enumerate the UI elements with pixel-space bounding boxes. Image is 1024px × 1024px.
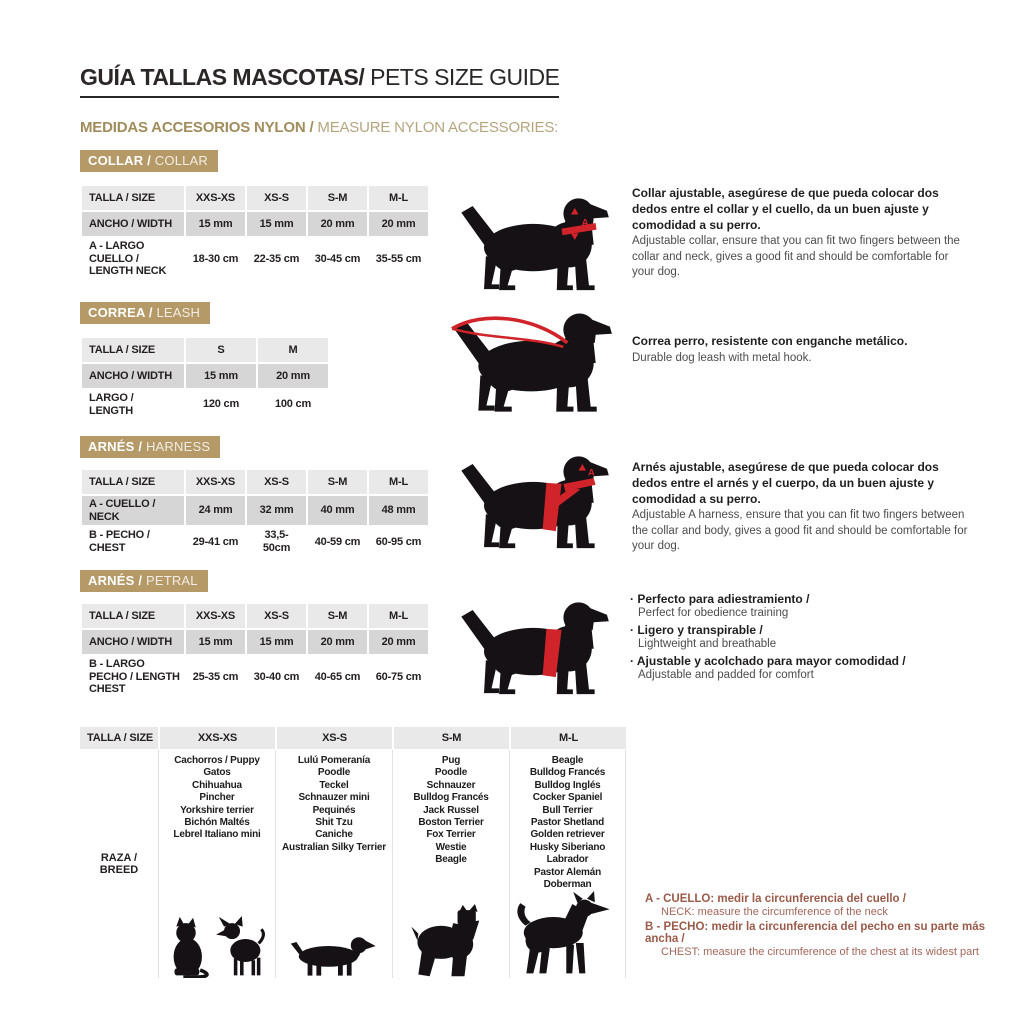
row-label-cell: ANCHO / WIDTH (81, 363, 185, 389)
breed-item: Doberman (543, 878, 592, 890)
harness-desc-en: Adjustable A harness, ensure that you can fit two fingers between the collar and body, gives a good fit and should be comfortable for your dog. (632, 509, 968, 552)
breed-item: Poodle (317, 767, 351, 779)
breed-item: Beagle (551, 755, 584, 766)
value-cell: 30-40 cm (246, 655, 307, 699)
breed-item: Pastor Shetland (530, 816, 605, 828)
value-cell: 48 mm (368, 495, 429, 526)
measuring-notes (645, 893, 1017, 961)
text-en: NECK: measure the circumference of the neck (661, 906, 888, 918)
breed-item: Gatos (203, 767, 231, 779)
value-cell: 60-95 cm (368, 526, 429, 557)
petral-dog-illustration (452, 592, 620, 696)
collar-description (632, 186, 968, 280)
value-cell: 33,5-50cm (246, 526, 307, 557)
value-cell: 40-59 cm (307, 526, 368, 557)
text-pair (630, 592, 980, 619)
breed-item: Yorkshire terrier (180, 804, 254, 816)
header-cell: S-M (307, 603, 368, 629)
header-cell: TALLA / SIZE (81, 185, 185, 211)
leash-size-table (80, 336, 330, 421)
badge-es: ARNÉS / (88, 573, 146, 588)
breed-item: Bichón Maltés (184, 816, 250, 828)
breed-col-xs-s (275, 750, 392, 978)
badge-en: COLLAR (154, 153, 209, 168)
leash-description (632, 334, 968, 366)
text-en: Perfect for obedience training (638, 607, 789, 619)
header-cell: S (185, 337, 257, 363)
header-cell: XS-S (246, 469, 307, 495)
breed-table (80, 727, 628, 978)
page-title (80, 64, 559, 98)
text-pair (630, 623, 980, 650)
header-cell: S-M (394, 727, 509, 749)
cat-and-chihuahua-icon (161, 916, 273, 978)
breed-item: Husky Siberiano (529, 841, 606, 853)
breed-item: Chihuahua (192, 779, 242, 791)
header-cell: M-L (368, 185, 429, 211)
table-header-row (81, 469, 429, 495)
header-cell: M-L (511, 727, 626, 749)
badge-en: PETRAL (145, 573, 198, 588)
breed-item: Labrador (546, 854, 589, 866)
schnauzer-icon (407, 904, 495, 978)
header-cell: TALLA / SIZE (81, 469, 185, 495)
breed-list (282, 755, 386, 854)
badge-es: ARNÉS / (88, 439, 146, 454)
breed-item: Teckel (319, 779, 349, 791)
dachshund-icon (281, 926, 387, 978)
breed-col-s-m (392, 750, 509, 978)
table-row (81, 363, 329, 389)
subtitle-en: MEASURE NYLON ACCESSORIES: (317, 119, 559, 136)
breed-item: Australian Silky Terrier (282, 841, 386, 853)
breed-item: Pug (441, 755, 461, 766)
breed-list (173, 755, 260, 842)
breed-item: Westie (435, 841, 467, 853)
table-header-row (81, 185, 429, 211)
breed-item: Shit Tzu (315, 816, 353, 828)
header-cell: TALLA / SIZE (81, 603, 185, 629)
text-pair (630, 654, 980, 681)
row-label-cell: LARGO / LENGTH (81, 389, 185, 420)
breed-item: Bulldog Francés (529, 767, 606, 779)
page-subtitle (80, 119, 558, 136)
harness-size-table (80, 468, 430, 559)
breed-item: Poodle (434, 767, 468, 779)
breed-item: Jack Russel (423, 804, 479, 816)
breed-item: Cocker Spaniel (532, 792, 603, 804)
harness-desc-es: Arnés ajustable, asegúrese de que pueda colocar dos dedos entre el arnés y el cuerpo, da un buen ajuste y comodidad a su perro. (632, 460, 939, 506)
text-pair (645, 893, 1017, 918)
breed-item: Lebrel Italiano mini (173, 829, 261, 841)
collar-desc-en: Adjustable collar, ensure that you can fit two fingers between the collar and neck, gives a good fit and should be comfortable for your dog. (632, 235, 960, 278)
breed-item: Beagle (435, 854, 467, 866)
badge-es: CORREA / (88, 305, 157, 320)
text-es: · Ajustable y acolchado para mayor comodidad / (630, 654, 980, 668)
value-cell: 18-30 cm (185, 237, 246, 281)
breed-item: Golden retriever (530, 829, 605, 841)
badge-en: LEASH (156, 305, 201, 320)
header-cell: XXS-XS (160, 727, 275, 749)
value-cell: 20 mm (368, 629, 429, 655)
marker-letter-b: B (547, 506, 555, 518)
marker-letter-a: A (588, 467, 595, 479)
badge-en: HARNESS (145, 439, 211, 454)
text-es: A - CUELLO: medir la circunferencia del cuello / (645, 893, 906, 905)
text-es: B - PECHO: medir la circunferencia del pecho en su parte más ancha / (645, 921, 985, 945)
collar-size-table (80, 184, 430, 282)
header-cell: M-L (368, 603, 429, 629)
harness-badge (80, 436, 220, 458)
table-row (81, 237, 429, 281)
breed-table-header (80, 727, 628, 749)
value-cell: 22-35 cm (246, 237, 307, 281)
table-row (81, 495, 429, 526)
value-cell: 20 mm (307, 629, 368, 655)
doberman-icon (509, 891, 627, 978)
breed-list (530, 755, 605, 891)
breed-col-m-l (509, 750, 626, 978)
value-cell: 20 mm (257, 363, 329, 389)
value-cell: 24 mm (185, 495, 246, 526)
breed-item: Bulldog Inglés (534, 779, 601, 791)
table-row (81, 211, 429, 237)
harness-description (632, 460, 968, 554)
breed-item: Bull Terrier (542, 804, 593, 816)
value-cell: 29-41 cm (185, 526, 246, 557)
breed-item: Fox Terrier (426, 829, 476, 841)
table-header-row (81, 603, 429, 629)
row-label-cell: A - LARGO CUELLO / LENGTH NECK (81, 237, 185, 281)
page-title-en: PETS SIZE GUIDE (370, 64, 560, 90)
petral-badge (80, 570, 208, 592)
value-cell: 120 cm (185, 389, 257, 420)
collar-dog-illustration (452, 188, 620, 292)
header-cell: S-M (307, 185, 368, 211)
table-row (81, 526, 429, 557)
header-cell: XXS-XS (185, 469, 246, 495)
header-cell: M-L (368, 469, 429, 495)
breed-item: Bulldog Francés (413, 792, 489, 804)
value-cell: 60-75 cm (368, 655, 429, 699)
breed-item: Cachorros / Puppy (174, 755, 260, 766)
value-cell: 32 mm (246, 495, 307, 526)
value-cell: 20 mm (307, 211, 368, 237)
marker-letter-a: A (581, 217, 589, 229)
marker-letter-b: B (548, 652, 556, 664)
row-label-cell: B - LARGO PECHO / LENGTH CHEST (81, 655, 185, 699)
breed-table-body (80, 750, 628, 978)
breed-item: Boston Terrier (418, 816, 484, 828)
value-cell: 30-45 cm (307, 237, 368, 281)
header-cell: XS-S (246, 603, 307, 629)
leash-desc-es: Correa perro, resistente con enganche metálico. (632, 334, 908, 348)
row-label-cell: ANCHO / WIDTH (81, 629, 185, 655)
breed-item: Pastor Alemán (533, 866, 602, 878)
row-label-cell: B - PECHO / CHEST (81, 526, 185, 557)
value-cell: 15 mm (185, 363, 257, 389)
header-cell: XXS-XS (185, 185, 246, 211)
table-row (81, 389, 329, 420)
text-en: Adjustable and padded for comfort (638, 669, 814, 681)
value-cell: 40 mm (307, 495, 368, 526)
table-row (81, 655, 429, 699)
breed-item: Caniche (315, 829, 353, 841)
breed-item: Schnauzer (426, 779, 476, 791)
badge-es: COLLAR / (88, 153, 155, 168)
row-label-cell: A - CUELLO / NECK (81, 495, 185, 526)
header-cell: TALLA / SIZE (80, 727, 158, 749)
value-cell: 100 cm (257, 389, 329, 420)
text-en: CHEST: measure the circumference of the chest at its widest part (661, 946, 979, 958)
page-title-es: GUÍA TALLAS MASCOTAS/ (80, 64, 365, 90)
value-cell: 15 mm (246, 211, 307, 237)
leash-badge (80, 302, 210, 324)
breed-item: Pequinés (312, 804, 356, 816)
row-label-cell: ANCHO / WIDTH (81, 211, 185, 237)
breed-list (413, 755, 488, 867)
table-row (81, 629, 429, 655)
text-es: · Perfecto para adiestramiento / (630, 592, 980, 606)
collar-badge (80, 150, 218, 172)
text-pair (645, 921, 1017, 958)
leash-dog-illustration (448, 302, 620, 414)
header-cell: M (257, 337, 329, 363)
header-cell: XS-S (246, 185, 307, 211)
collar-desc-es: Collar ajustable, asegúrese de que pueda colocar dos dedos entre el collar y el cuello, da un buen ajuste y comodidad a su perro. (632, 186, 939, 232)
header-cell: XXS-XS (185, 603, 246, 629)
value-cell: 35-55 cm (368, 237, 429, 281)
value-cell: 15 mm (246, 629, 307, 655)
value-cell: 25-35 cm (185, 655, 246, 699)
leash-desc-en: Durable dog leash with metal hook. (632, 351, 812, 364)
breed-item: Schnauzer mini (298, 792, 370, 804)
header-cell: XS-S (277, 727, 392, 749)
breed-item: Pincher (199, 792, 235, 804)
breed-item: Lulú Pomeranía (297, 755, 371, 766)
value-cell: 15 mm (185, 629, 246, 655)
petral-size-table (80, 602, 430, 700)
breed-row-label: RAZA / BREED (99, 852, 139, 876)
text-es: · Ligero y transpirable / (630, 623, 980, 637)
value-cell: 15 mm (185, 211, 246, 237)
subtitle-es: MEDIDAS ACCESORIOS NYLON / (80, 119, 314, 136)
value-cell: 20 mm (368, 211, 429, 237)
harness-dog-illustration (452, 446, 620, 550)
petral-feature-list (630, 592, 980, 685)
table-header-row (81, 337, 329, 363)
breed-col-xxs-xs (158, 750, 275, 978)
header-cell: S-M (307, 469, 368, 495)
value-cell: 40-65 cm (307, 655, 368, 699)
header-cell: TALLA / SIZE (81, 337, 185, 363)
text-en: Lightweight and breathable (638, 638, 777, 650)
